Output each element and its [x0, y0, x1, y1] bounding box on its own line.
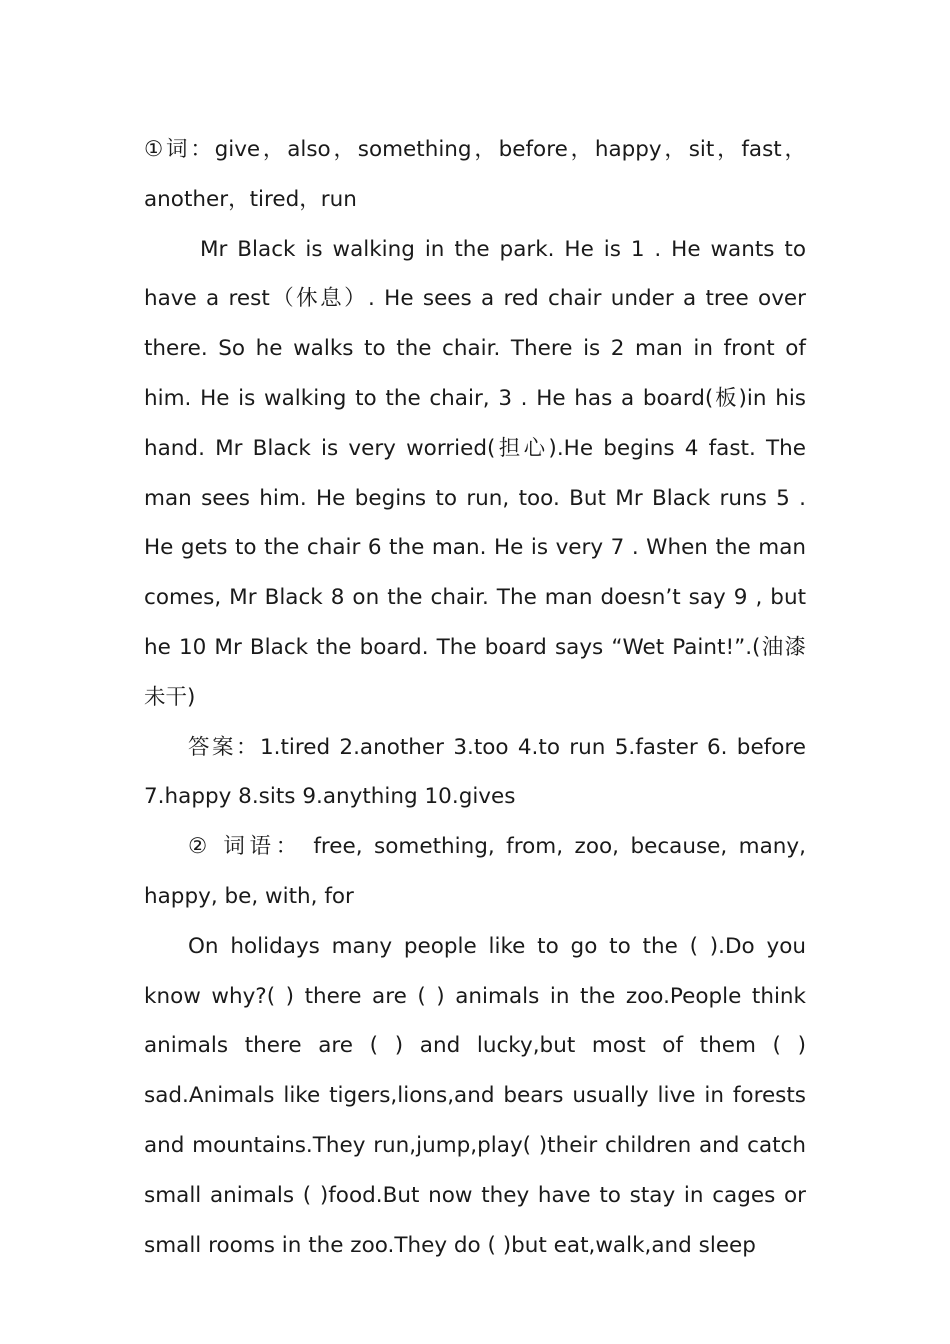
- passage-2: On holidays many people like to go to the ( ).Do you know why?( ) there are ( ) animals in the zoo.People think animals there are ( ) and lucky,but most of them ( ) sad.Animals like tigers,lions,and bears usually live in forests and mountains.They run,jump,play( )their children and catch small animals ( )food.But now they have to stay in cages or small rooms in the zoo.They do ( )but eat,walk,and sleep: [144, 933, 806, 1258]
- word-bank-1: ①词：give，also，something，before，happy，sit，fast，another，tired，run: [144, 137, 806, 212]
- word-bank-2: ② 词语： free, something, from, zoo, because, many, happy, be, with, for: [144, 834, 806, 909]
- document-body: [144, 125, 806, 1270]
- passage-1: Mr Black is walking in the park. He is 1 . He wants to have a rest（休息）. He sees a red chair under a tree over there. So he walks to the chair. There is 2 man in front of him. He is walking to the chair, 3 . He has a board(板)in his hand. Mr Black is very worried(担心).He begins 4 fast. The man sees him. He begins to run, too. But Mr Black runs 5 . He gets to the chair 6 the man. He is very 7 . When the man comes, Mr Black 8 on the chair. The man doesn’t say 9 , but he 10 Mr Black the board. The board says “Wet Paint!”.(油漆未干): [144, 236, 806, 710]
- answer-key-1: 答案：1.tired 2.another 3.too 4.to run 5.faster 6. before 7.happy 8.sits 9.anything 10.gives: [144, 734, 806, 810]
